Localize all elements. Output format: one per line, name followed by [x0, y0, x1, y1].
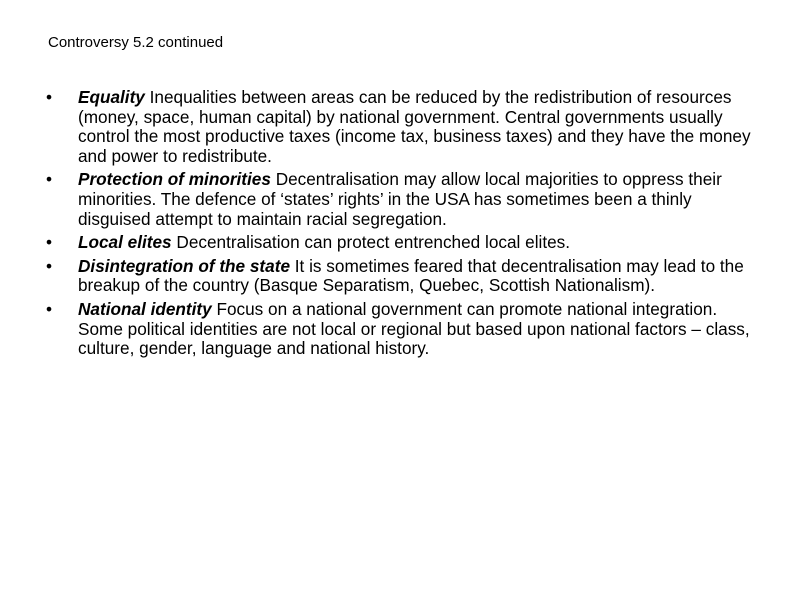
bullet-text: Decentralisation can protect entrenched local elites. [176, 232, 571, 253]
bullet-heading: National identity [78, 298, 217, 319]
bullet-icon: • [46, 298, 53, 319]
bullet-heading: Disintegration of the state [78, 255, 295, 276]
bullet-heading: Equality [78, 87, 150, 107]
bullet-icon: • [46, 87, 53, 107]
bullet-list [44, 88, 756, 363]
bullet-text: Inequalities between areas can be reduced by the redistribution of resources (money, space, human capital) by national government. Central governments usually control the most productive taxes (income tax, business taxes) and they have the money and power to redistribute. [78, 87, 751, 166]
bullet-heading: Protection of minorities [78, 169, 276, 190]
bullet-item-local-elites [44, 233, 756, 253]
bullet-item-disintegration-of-the-state [44, 257, 756, 296]
bullet-item-national-identity [44, 300, 756, 359]
bullet-text: Focus on a national government can promote national integration. Some political identities are not local or regional but based upon national factors – class, culture, gender, language and national history. [78, 298, 750, 359]
bullet-icon: • [46, 232, 53, 253]
bullet-icon: • [46, 255, 53, 276]
bullet-icon: • [46, 169, 53, 190]
bullet-heading: Local elites [78, 232, 177, 253]
bullet-item-equality [44, 88, 756, 166]
bullet-text: It is sometimes feared that decentralisation may lead to the breakup of the country (Basque Separatism, Quebec, Scottish Nationalism). [78, 255, 744, 296]
slide-title: Controversy 5.2 continued [48, 34, 224, 51]
bullet-text: Decentralisation may allow local majorities to oppress their minorities. The defence of ‘states’ rights’ in the USA has sometimes been a thinly disguised attempt to maintain racial segregation. [78, 169, 722, 229]
bullet-item-protection-of-minorities [44, 170, 756, 229]
